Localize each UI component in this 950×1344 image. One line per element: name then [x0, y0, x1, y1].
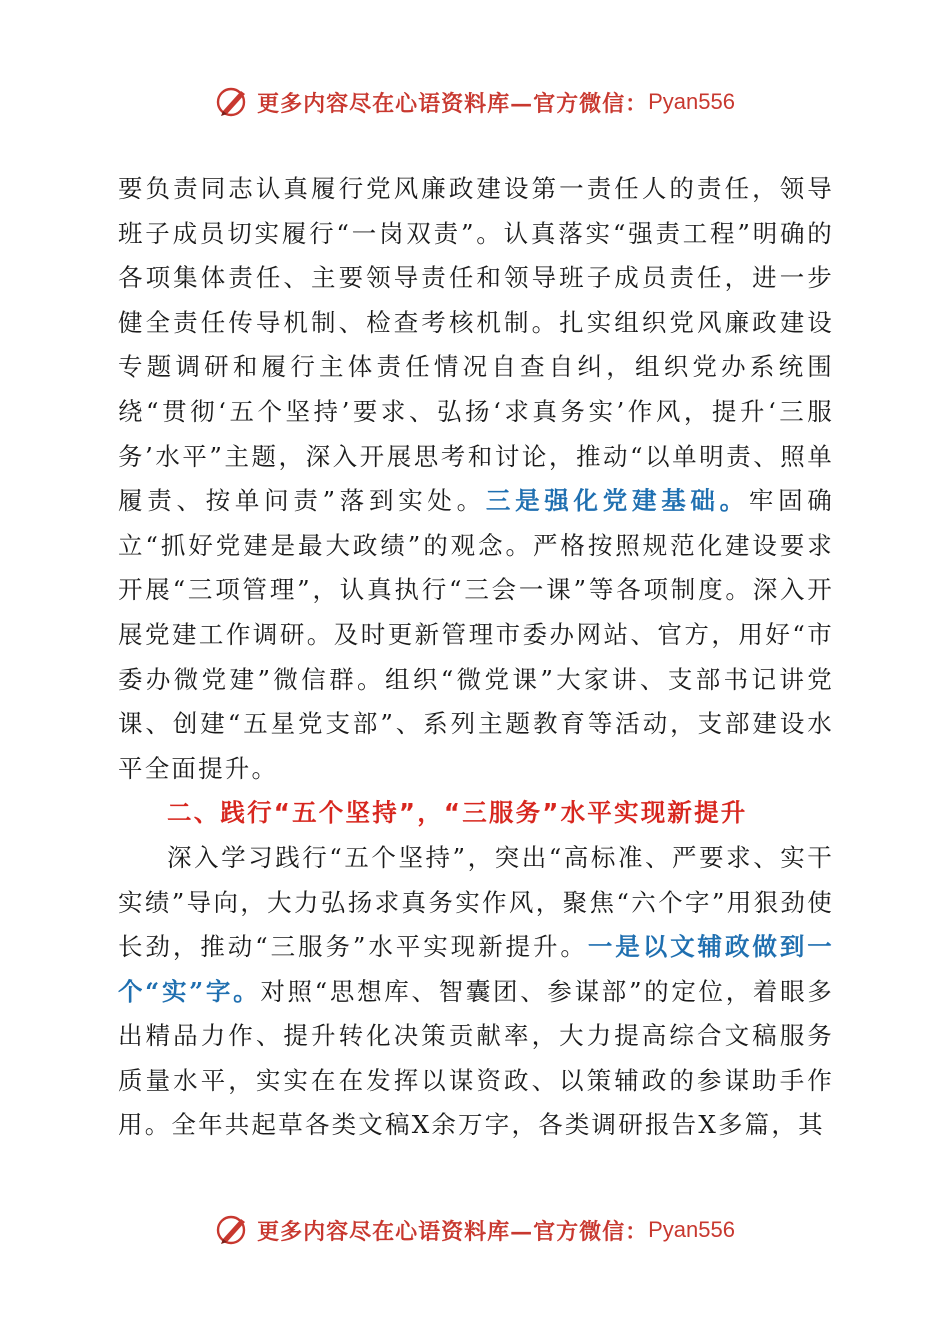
paragraph-1-tail: 牢固确立“抓好党建是最大政绩”的观念。严格按照规范化建设要求开展“三项管理”，认真执行“三会一课”等各项制度。深入开展党建工作调研。及时更新管理市委办网站、官方，用好“市委办微党建”微信群。组织“微党课”大家讲、支部书记讲党课、创建“五星党支部”、系列主题教育等活动，支部建设水平全面提升。 [118, 486, 834, 783]
paragraph-2-tail: 对照“思想库、智囊团、参谋部”的定位，着眼多出精品力作、提升转化决策贡献率，大力提高综合文稿服务质量水平，实实在在发挥以谋资政、以策辅政的参谋助手作用。全年共起草各类文稿X余万字，各类调研报告X多篇，其 [118, 976, 834, 1140]
paragraph-2-highlight: 一是以文辅政做到一个“实”字。 [118, 932, 834, 1006]
footer-wechat-id: Pyan556 [648, 1217, 735, 1242]
banner-wechat-id: Pyan556 [648, 89, 735, 114]
footer-slogan: 更多内容尽在心语资料库—官方微信： [257, 1218, 649, 1245]
paragraph-2 [118, 836, 834, 1148]
document-body [118, 167, 834, 1148]
paragraph-2-text: 深入学习践行“五个坚持”，突出“高标准、严要求、实干实绩”导向，大力弘扬求真务实作风，聚焦“六个字”用狠劲使长劲，推动“三服务”水平实现新提升。 [118, 842, 834, 962]
pen-logo-icon [215, 1212, 251, 1248]
paragraph-1-text: 要负责同志认真履行党风廉政建设第一责任人的责任，领导班子成员切实履行“一岗双责”。认真落实“强责工程”明确的各项集体责任、主要领导责任和领导班子成员责任，进一步健全责任传导机制、检查考核机制。扎实组织党风廉政建设专题调研和履行主体责任情况自查自纠，组织党办系统围绕“贯彻‘五个坚持’要求、弘扬‘求真务实’作风，提升‘三服务’水平”主题，深入开展思考和讨论，推动“以单明责、照单履责、按单问责”落到实处。 [118, 174, 834, 516]
banner-slogan: 更多内容尽在心语资料库—官方微信： [257, 90, 649, 117]
footer-banner [0, 1210, 950, 1250]
pen-logo-icon [215, 84, 251, 120]
header-banner [0, 82, 950, 122]
paragraph-1 [118, 167, 834, 791]
section-heading: 二、践行“五个坚持”，“三服务”水平实现新提升 [167, 798, 748, 828]
paragraph-1-highlight: 三是强化党建基础。 [485, 486, 749, 516]
